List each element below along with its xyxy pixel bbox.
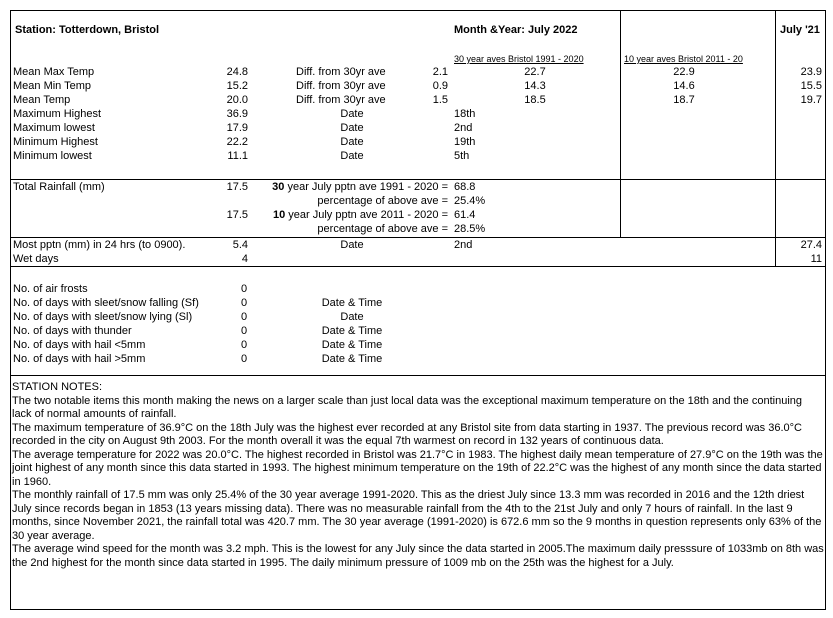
- temp-row-prev: 23.9: [800, 66, 822, 78]
- temp-row-diff-label: Diff. from 30yr ave: [296, 94, 386, 106]
- border-bottom: [10, 609, 826, 610]
- rainfall-ave10-prefix: 10: [272, 209, 286, 221]
- extreme-label: Maximum lowest: [13, 122, 95, 134]
- count-extra: Date & Time: [321, 353, 383, 365]
- count-value: 0: [240, 339, 248, 351]
- prev-year-header: July '21: [780, 24, 820, 36]
- rainfall-label: Total Rainfall (mm): [13, 181, 105, 193]
- rainfall-ave10-text: year July pptn ave 2011 - 2020 =: [288, 209, 448, 221]
- rainfall-value-2: 17.5: [226, 209, 248, 221]
- extreme-label: Minimum Highest: [13, 136, 98, 148]
- rainfall-pct10-label: percentage of above ave =: [317, 223, 448, 235]
- extreme-value: 22.2: [226, 136, 248, 148]
- wet-days-prev: 11: [810, 253, 822, 265]
- extreme-date: 19th: [454, 136, 476, 148]
- border-top: [10, 10, 826, 11]
- rainfall-ave10-line: [255, 209, 448, 222]
- temp-row-diff: 2.1: [432, 66, 448, 78]
- temp-row-prev: 15.5: [800, 80, 822, 92]
- temp-row-prev: 19.7: [800, 94, 822, 106]
- station-title: Station: Totterdown, Bristol: [15, 24, 160, 36]
- count-extra: Date: [340, 311, 364, 323]
- extreme-date: 2nd: [454, 122, 473, 134]
- count-label: No. of days with sleet/snow lying (Sl): [13, 311, 193, 323]
- temp-row-ave30: 22.7: [524, 66, 546, 78]
- count-label: No. of air frosts: [13, 283, 88, 295]
- temp-row-diff-label: Diff. from 30yr ave: [296, 80, 386, 92]
- count-label: No. of days with thunder: [13, 325, 132, 337]
- temp-row-ave10: 18.7: [673, 94, 695, 106]
- border-right: [825, 10, 826, 610]
- rainfall-pct30: 25.4%: [454, 195, 486, 207]
- temp-row-diff-label: Diff. from 30yr ave: [296, 66, 386, 78]
- temp-row-ave30: 14.3: [524, 80, 546, 92]
- notes-title: STATION NOTES:: [12, 381, 103, 393]
- count-extra: Date & Time: [321, 297, 383, 309]
- temp-row-value: 20.0: [226, 94, 248, 106]
- rainfall-pct10: 28.5%: [454, 223, 486, 235]
- temp-row-ave10: 14.6: [673, 80, 695, 92]
- count-label: No. of days with sleet/snow falling (Sf): [13, 297, 199, 309]
- extreme-value: 36.9: [226, 108, 248, 120]
- aves-2011-header: 10 year aves Bristol 2011 - 20: [624, 54, 743, 64]
- divider-below-rainfall: [10, 237, 826, 238]
- rainfall-ave30-prefix: 30: [272, 181, 285, 193]
- rainfall-ave30-line: [255, 181, 448, 194]
- extreme-date-label: Date: [340, 108, 364, 120]
- temp-row-value: 15.2: [226, 80, 248, 92]
- count-extra: Date & Time: [321, 339, 383, 351]
- count-value: 0: [240, 353, 248, 365]
- rainfall-ave30-text: year July pptn ave 1991 - 2020 =: [287, 181, 448, 193]
- divider-prev-year-column: [775, 10, 776, 267]
- station-notes: [12, 381, 824, 570]
- notes-paragraph: The two notable items this month making the news on a larger scale than just local data was the exceptional maximum temperature on the 18th and the continuing lack of normal amounts of rainfall.: [12, 394, 803, 420]
- temp-row-label: Mean Max Temp: [13, 66, 95, 78]
- temp-row-diff: 1.5: [432, 94, 448, 106]
- count-label: No. of days with hail >5mm: [13, 353, 146, 365]
- extreme-date-label: Date: [340, 136, 364, 148]
- extreme-label: Minimum lowest: [13, 150, 92, 162]
- most-pptn-label: Most pptn (mm) in 24 hrs (to 0900).: [13, 239, 186, 251]
- notes-paragraph: The maximum temperature of 36.9°C on the 18th July was the highest ever recorded at any Bristol site from data starting in 1937. The previous record was 36.0°C recorded in the city on August 9th 2003. For the month overall it was the equal 7th warmest on record in 132 years of continuous data.: [12, 421, 802, 447]
- temp-row-label: Mean Min Temp: [13, 80, 92, 92]
- border-left: [10, 10, 11, 610]
- divider-below-wet-days: [10, 266, 826, 267]
- temp-row-ave30: 18.5: [524, 94, 546, 106]
- rainfall-pct30-label: percentage of above ave =: [317, 195, 448, 207]
- temp-row-diff: 0.9: [432, 80, 448, 92]
- extreme-value: 11.1: [227, 150, 248, 162]
- extreme-date-label: Date: [340, 122, 364, 134]
- most-pptn-date: 2nd: [454, 239, 473, 251]
- most-pptn-prev: 27.4: [800, 239, 822, 251]
- divider-above-rainfall: [10, 179, 826, 180]
- extreme-date-label: Date: [340, 150, 364, 162]
- notes-paragraph: The average wind speed for the month was 3.2 mph. This is the lowest for any July since the data started in 2005.The maximum daily presssure of 1033mb on 8th was the 2nd highest for the month since data started in 1995. The daily minimum pressure of 1009 mb on the 25th was the highest for a July.: [12, 543, 824, 569]
- temp-row-value: 24.8: [226, 66, 248, 78]
- most-pptn-value: 5.4: [232, 239, 248, 251]
- count-extra: Date & Time: [321, 325, 383, 337]
- temp-row-label: Mean Temp: [13, 94, 71, 106]
- count-label: No. of days with hail <5mm: [13, 339, 146, 351]
- count-value: 0: [240, 297, 248, 309]
- count-value: 0: [240, 325, 248, 337]
- month-year-title: Month &Year: July 2022: [454, 24, 578, 36]
- notes-paragraph: The monthly rainfall of 17.5 mm was only 25.4% of the 30 year average 1991-2020. This as the driest July since 13.3 mm was recorded in 2016 and the 12th driest July since records began in 1853 (13 years missing data). There was no measurable rainfall from the 4th to the 21st July and only 7 hours of rainfall. In the last 9 months, since November 2021, the rainfall total was 420.7 mm. The 30 year average (1991-2020) is 672.6 mm so the 9 months in question represents only 63% of the 30 year average.: [12, 489, 822, 542]
- rainfall-ave30-value: 68.8: [454, 181, 476, 193]
- most-pptn-date-label: Date: [340, 239, 364, 251]
- extreme-label: Maximum Highest: [13, 108, 102, 120]
- wet-days-label: Wet days: [13, 253, 59, 265]
- rainfall-value: 17.5: [226, 181, 248, 193]
- rainfall-ave10-value: 61.4: [454, 209, 476, 221]
- extreme-value: 17.9: [226, 122, 248, 134]
- aves-1991-header: 30 year aves Bristol 1991 - 2020: [454, 54, 584, 64]
- temp-row-ave10: 22.9: [673, 66, 695, 78]
- notes-paragraph: The average temperature for 2022 was 20.0°C. The highest recorded in Bristol was 21.7°C in 1983. The highest daily mean temperature of 27.9°C on the 19th was the joint highest of any month since this data started in 1993. The highest minimum temperature on the 19th of 22.2°C was the highest of any month since the data started in 1960.: [12, 448, 823, 488]
- divider-above-notes: [10, 375, 826, 376]
- count-value: 0: [240, 283, 248, 295]
- count-value: 0: [240, 311, 248, 323]
- divider-month-column: [620, 10, 621, 237]
- extreme-date: 18th: [454, 108, 476, 120]
- extreme-date: 5th: [454, 150, 470, 162]
- wet-days-value: 4: [241, 253, 248, 265]
